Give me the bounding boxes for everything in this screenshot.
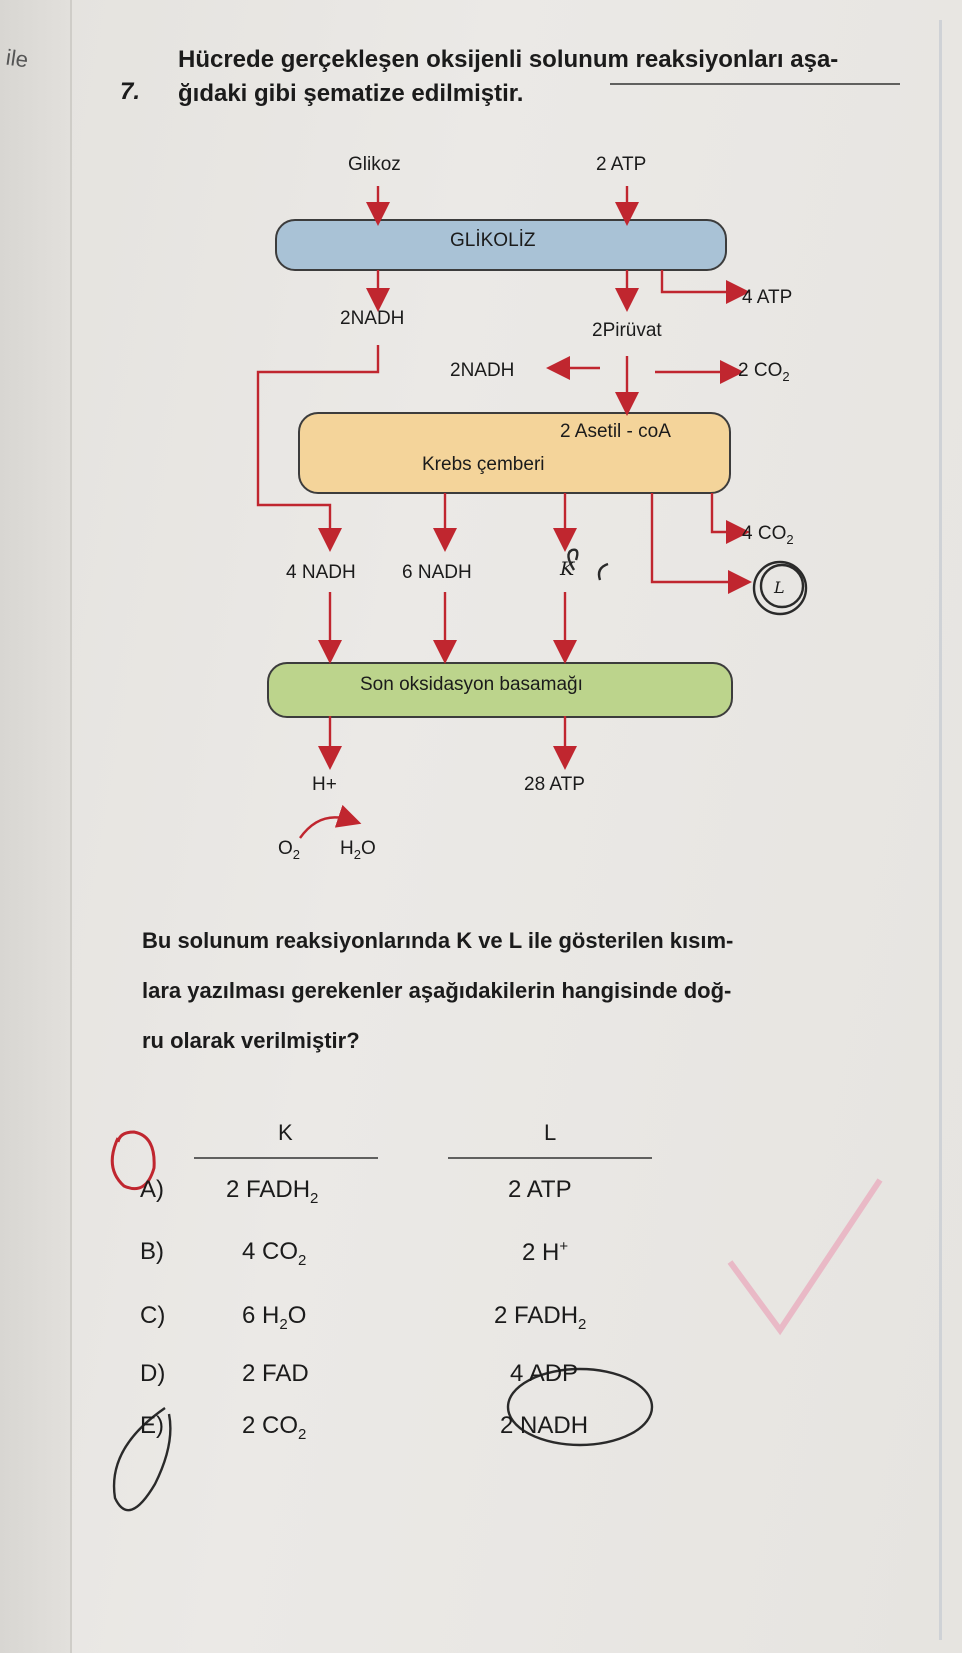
option-l-value: 4 ADP — [510, 1360, 579, 1387]
line-nadh-side — [258, 345, 378, 540]
option-k-value: 2 FAD — [242, 1360, 309, 1387]
label-glikoliz: GLİKOLİZ — [450, 230, 536, 251]
label-2piruvat: 2Pirüvat — [592, 320, 662, 341]
question-line-2: ğıdaki gibi şematize edilmiştir. — [178, 80, 524, 107]
prompt-line-2: lara yazılması gerekenler aşağıdakilerin hangisinde doğ- — [142, 978, 732, 1003]
option-letter: B) — [140, 1238, 164, 1265]
label-o2: $O_2$ — [278, 838, 301, 862]
label-2nadh-2: 2NADH — [450, 360, 515, 381]
option-k-value: 2 $CO_2$ — [242, 1412, 307, 1443]
prompt-line-3: ru olarak verilmiştir? — [142, 1028, 360, 1053]
option-k-value: 2 $FADH_2$ — [226, 1176, 319, 1207]
option-k-value: 6 $H_2O$ — [242, 1302, 307, 1333]
arrow-4co2 — [712, 493, 738, 532]
label-glikoz: Glikoz — [348, 154, 401, 175]
label-6nadh: 6 NADH — [402, 562, 472, 583]
option-l-value: 2 H+ — [522, 1238, 569, 1266]
option-letter: E) — [140, 1412, 164, 1439]
option-k-value: 4 $CO_2$ — [242, 1238, 307, 1269]
label-2asetil-coa: 2 Asetil - coA — [560, 421, 671, 442]
label-h-plus: H+ — [312, 774, 337, 795]
label-4co2: 4 $CO_2$ — [742, 523, 794, 547]
label-4nadh: 4 NADH — [286, 562, 356, 583]
arrow-o2-h2o — [300, 817, 350, 838]
label-2nadh-1: 2NADH — [340, 308, 405, 329]
option-l-value: 2 ATP — [508, 1176, 572, 1203]
option-l-value: 2 $FADH_2$ — [494, 1302, 587, 1333]
prompt-line-1: Bu solunum reaksiyonlarında K ve L ile gösterilen kısım- — [142, 928, 734, 953]
pen-scribble-k — [568, 550, 608, 580]
side-label: ile — [4, 44, 30, 73]
option-l-value: 2 NADH — [500, 1412, 589, 1439]
column-header-l: L — [544, 1120, 557, 1145]
label-2atp-in: 2 ATP — [596, 154, 647, 175]
question-line-1: Hücrede gerçekleşen oksijenli solunum reaksiyonları aşa- — [178, 46, 839, 73]
arrow-4atp — [662, 270, 738, 292]
column-header-k: K — [278, 1120, 293, 1145]
pink-check-mark — [730, 1180, 880, 1330]
option-letter: C) — [140, 1302, 166, 1329]
label-l-mark: L — [774, 578, 785, 597]
label-2co2: 2 $CO_2$ — [738, 360, 790, 384]
arrow-krebs-l — [652, 493, 740, 582]
label-28atp: 28 ATP — [524, 774, 585, 795]
question-number: 7. — [120, 78, 141, 105]
label-4atp: 4 ATP — [742, 287, 793, 308]
label-h2o: $H_2O$ — [340, 838, 376, 862]
label-k-mark: K — [560, 558, 575, 580]
label-krebs: Krebs çemberi — [422, 454, 545, 475]
option-letter: A) — [140, 1176, 164, 1203]
label-son-oksidasyon: Son oksidasyon basamağı — [360, 674, 583, 695]
option-letter: D) — [140, 1360, 166, 1387]
